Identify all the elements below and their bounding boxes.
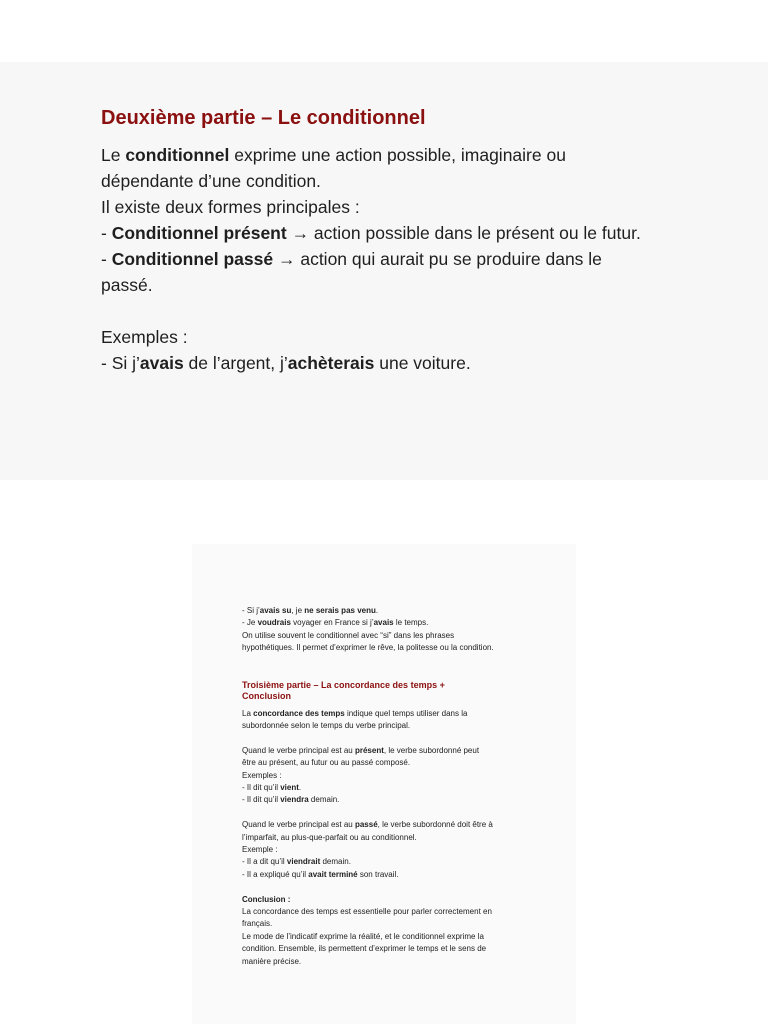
text-line [242, 794, 542, 806]
text-run: , je [291, 606, 305, 615]
text-run: Exemple : [242, 845, 278, 855]
text-line [242, 720, 542, 732]
text-run: le temps. [393, 618, 429, 628]
text-line [242, 894, 542, 906]
page-2-body [242, 708, 542, 968]
bold-text: vient [280, 783, 299, 793]
text-run: demain. [320, 857, 351, 867]
bold-text: présent [354, 745, 384, 755]
text-line [242, 642, 542, 654]
section-title-line: Conclusion [242, 691, 291, 702]
text-run: → action possible dans le présent ou le futur. [286, 223, 641, 243]
text-line [101, 168, 721, 194]
text-line [101, 246, 721, 272]
text-run: l’imparfait, au plus-que-parfait ou au conditionnel. [242, 832, 417, 842]
blank-line [242, 732, 542, 744]
section-title-line: Troisième partie – La concordance des temps + [242, 679, 445, 690]
page-1-content [101, 106, 721, 376]
text-run: , le verbe subordonné doit être à [377, 820, 493, 830]
bold-text: concordance des temps [253, 708, 345, 718]
text-run: . [375, 606, 379, 615]
text-line [242, 906, 542, 918]
text-run: Il existe deux formes principales : [101, 197, 360, 217]
page-1-body [101, 142, 721, 376]
text-run: - [101, 249, 112, 269]
text-run: voyager en France si j’ [290, 618, 374, 628]
text-run: . [298, 783, 302, 793]
bold-text: avais [373, 618, 394, 628]
text-run: Exemples : [101, 327, 188, 347]
text-run: demain. [308, 795, 340, 805]
text-line [101, 142, 721, 168]
text-line [242, 745, 542, 757]
text-run: manière précise. [242, 956, 302, 966]
bold-text: achèterais [287, 353, 375, 373]
text-run: Exemples : [242, 770, 282, 780]
text-run: français. [242, 919, 273, 929]
text-run: dépendante d’une condition. [101, 171, 321, 191]
text-run: une voiture. [374, 353, 471, 373]
text-line [242, 832, 542, 844]
text-run: de l’argent, j’ [183, 353, 288, 373]
bold-text: viendra [280, 795, 309, 805]
bold-text: Conclusion : [242, 894, 291, 904]
text-line [101, 350, 721, 376]
text-run: , le verbe subordonné peut [383, 745, 480, 755]
text-run: Quand le verbe principal est au [242, 820, 355, 830]
bold-text: conditionnel [125, 145, 230, 165]
text-run: - Il dit qu’il [242, 783, 281, 793]
text-run: Le mode de l’indicatif exprime la réalité, et le conditionnel exprime la [242, 931, 484, 941]
text-run: exprime une action possible, imaginaire ou [229, 145, 566, 165]
text-line [242, 856, 542, 868]
text-run: passé. [101, 275, 153, 295]
text-run: - Si j’ [242, 606, 260, 615]
text-run: Quand le verbe principal est au [242, 745, 355, 755]
bold-text: Conditionnel présent [111, 223, 287, 243]
text-line [242, 617, 542, 629]
text-run: La concordance des temps est essentielle pour parler correctement en [242, 907, 492, 917]
text-run: subordonnée selon le temps du verbe principal. [242, 721, 411, 731]
bold-text: avait terminé [308, 869, 358, 879]
section-title-concordance [242, 680, 542, 703]
page-2-content [242, 605, 542, 968]
bold-text: passé [354, 820, 378, 830]
text-run: condition. Ensemble, ils permettent d’exprimer le temps et le sens de [242, 944, 487, 954]
text-run: son travail. [357, 869, 399, 879]
text-line [242, 630, 542, 642]
text-line [242, 844, 542, 856]
text-run: - Il dit qu’il [242, 795, 281, 805]
text-line [242, 943, 542, 955]
text-line [101, 220, 721, 246]
text-run: La [242, 708, 254, 718]
text-line [242, 782, 542, 794]
text-run: indique quel temps utiliser dans la [344, 708, 468, 718]
bold-text: Conditionnel passé [111, 249, 274, 269]
text-line [101, 272, 721, 298]
text-run: - Je [242, 618, 258, 628]
blank-line [242, 881, 542, 893]
section-title-conditionnel: Deuxième partie – Le conditionnel [101, 107, 426, 129]
text-run: - Il a expliqué qu’il [242, 869, 309, 879]
bold-text: avais su [259, 606, 292, 615]
text-line [242, 918, 542, 930]
text-line [242, 770, 542, 782]
blank-line [242, 807, 542, 819]
text-run: Le [101, 145, 126, 165]
text-line [242, 757, 542, 769]
text-line [242, 931, 542, 943]
bold-text: avais [139, 353, 184, 373]
text-line [242, 708, 542, 720]
text-run: On utilise souvent le conditionnel avec “si” dans les phrases [242, 630, 455, 640]
text-line [101, 194, 721, 220]
bold-text: voudrais [257, 618, 291, 628]
text-run: être au présent, au futur ou au passé composé. [242, 758, 411, 768]
text-line [242, 956, 542, 968]
bold-text: ne serais pas venu [304, 606, 376, 615]
text-line [242, 869, 542, 881]
text-line [101, 324, 721, 350]
text-line [242, 819, 542, 831]
text-run: - [101, 223, 112, 243]
blank-line [101, 298, 721, 324]
text-run: - Si j’ [101, 353, 140, 373]
text-run: hypothétiques. Il permet d’exprimer le rêve, la politesse ou la condition. [242, 643, 494, 653]
bold-text: viendrait [286, 857, 321, 867]
text-line [242, 605, 542, 617]
text-run: - Il a dit qu’il [242, 857, 287, 867]
page-2-intro [242, 605, 542, 655]
text-run: → action qui aurait pu se produire dans le [273, 249, 602, 269]
